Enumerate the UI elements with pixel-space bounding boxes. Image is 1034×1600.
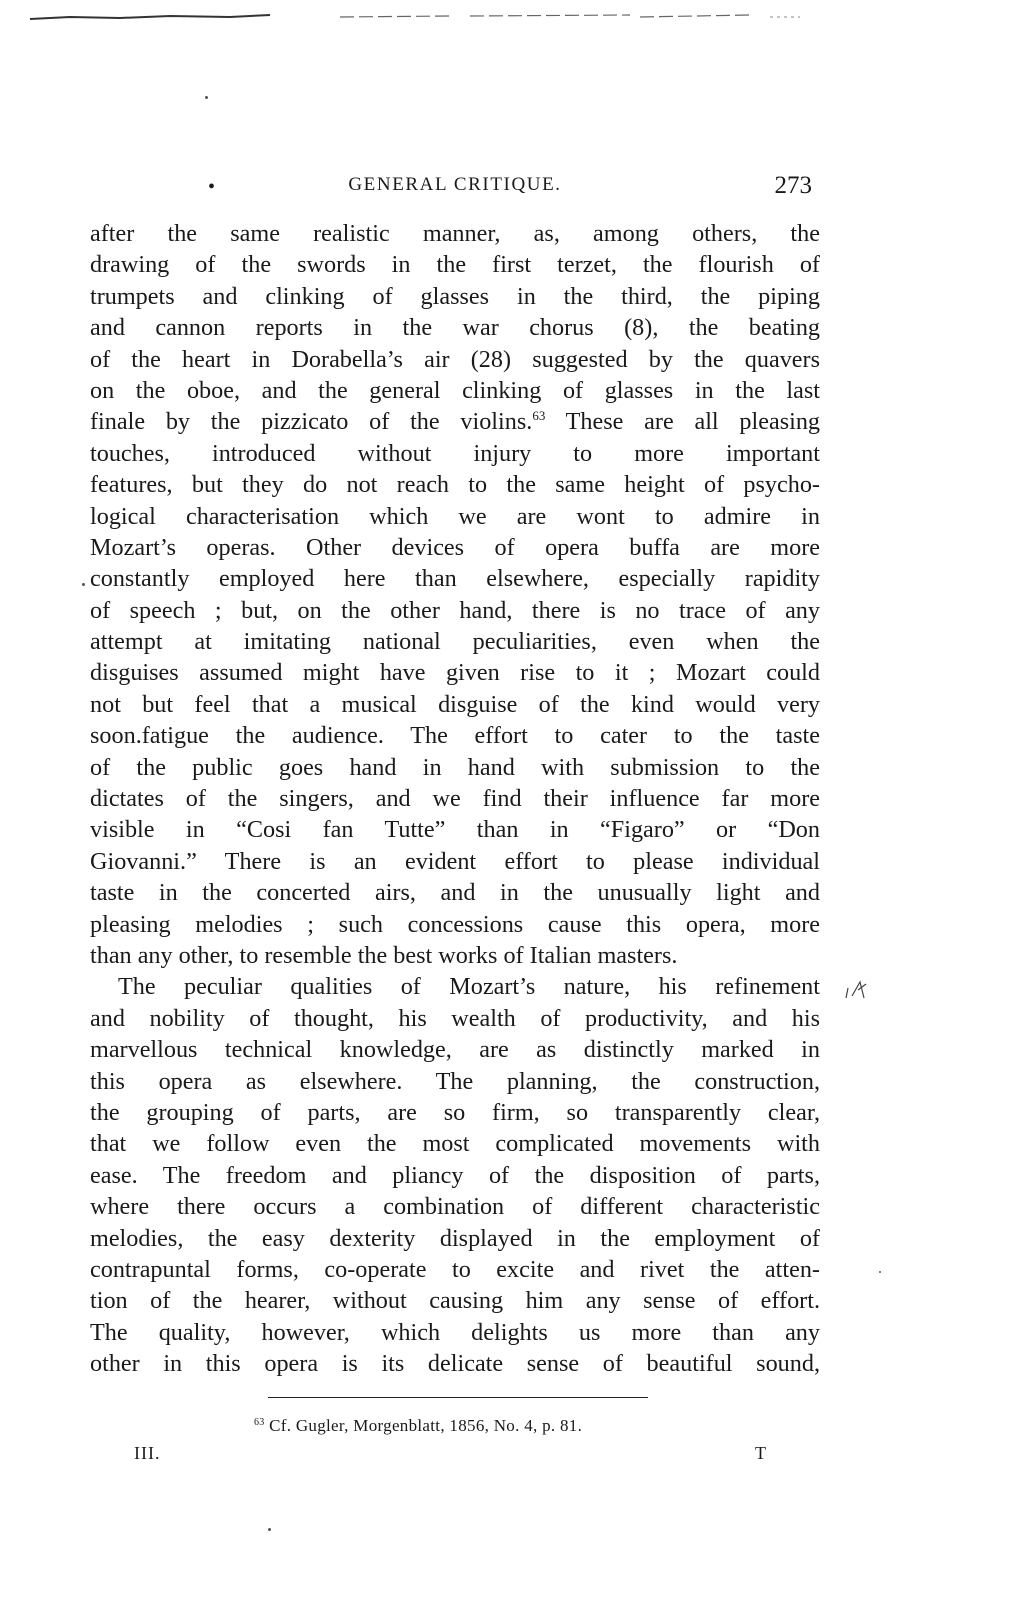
text-line: of the public goes hand in hand with submission to the: [90, 753, 820, 781]
text-line: touches, introduced without injury to more important: [90, 439, 820, 467]
page-number: 273: [774, 172, 812, 199]
text-line: of speech ; but, on the other hand, there is no trace of any: [90, 596, 820, 624]
text-line: melodies, the easy dexterity displayed in the employment of: [90, 1224, 820, 1252]
text-line: tion of the hearer, without causing him any sense of effort.: [90, 1287, 820, 1315]
text-line: of the heart in Dorabella’s air (28) suggested by the quavers: [90, 345, 820, 373]
text-line: other in this opera is its delicate sense of beautiful sound,: [90, 1350, 820, 1378]
text-line: visible in “Cosi fan Tutte” than in “Figaro” or “Don: [90, 816, 820, 844]
text-line: marvellous technical knowledge, are as distinctly marked in: [90, 1036, 820, 1064]
text-line: taste in the concerted airs, and in the unusually light and: [90, 879, 820, 907]
text-line: pleasing melodies ; such concessions cause this opera, more: [90, 910, 820, 938]
footnote-text: Cf. Gugler, Morgenblatt, 1856, No. 4, p. 81.: [264, 1416, 583, 1435]
text-line: drawing of the swords in the first terzet, the flourish of: [90, 251, 820, 279]
footnote: [254, 1416, 582, 1436]
footnote-divider: [268, 1397, 648, 1398]
text-line: ease. The freedom and pliancy of the disposition of parts,: [90, 1161, 820, 1189]
text-line: and nobility of thought, his wealth of productivity, and his: [90, 1004, 820, 1032]
text-line: features, but they do not reach to the same height of psycho-: [90, 471, 820, 499]
text-line: dictates of the singers, and we find their influence far more: [90, 785, 820, 813]
footnote-reference: 63: [532, 408, 546, 424]
text-line: Giovanni.” There is an evident effort to please individual: [90, 847, 820, 875]
body-text: [90, 218, 820, 1379]
text-line: logical characterisation which we are wont to admire in: [90, 502, 820, 530]
text-line: Mozart’s operas. Other devices of opera buffa are more: [90, 533, 820, 561]
header-dot: •: [208, 176, 216, 198]
text-line: after the same realistic manner, as, among others, the: [90, 220, 820, 247]
text-line: where there occurs a combination of different characteristic: [90, 1193, 820, 1221]
text-line-tail: These are all pleasing: [545, 408, 821, 436]
text-line: that we follow even the most complicated movements with: [90, 1130, 820, 1158]
scan-speck: [879, 1271, 881, 1273]
text-line: The quality, however, which delights us more than any: [90, 1318, 820, 1346]
running-title: GENERAL CRITIQUE.: [348, 174, 562, 195]
paragraph-last-line: than any other, to resemble the best works of Italian masters.: [90, 941, 678, 969]
scan-speck: [82, 583, 85, 586]
text-line: soon.fatigue the audience. The effort to cater to the taste: [90, 722, 820, 750]
text-line: disguises assumed might have given rise to it ; Mozart could: [90, 659, 820, 687]
scan-edge-artifact: [30, 12, 800, 22]
volume-mark: III.: [134, 1443, 161, 1463]
text-line: on the oboe, and the general clinking of glasses in the last: [90, 376, 820, 404]
footnote-number: 63: [254, 1417, 265, 1428]
text-line: the grouping of parts, are so firm, so transparently clear,: [90, 1098, 820, 1126]
text-line: contrapuntal forms, co-operate to excite and rivet the atten-: [90, 1255, 820, 1283]
page-signature: [0, 1443, 1034, 1473]
text-line-start: finale by the pizzicato of the violins.: [90, 408, 533, 436]
text-line: attempt at imitating national peculiarities, even when the: [90, 628, 820, 656]
text-line: trumpets and clinking of glasses in the third, the piping: [90, 282, 820, 310]
text-line: and cannon reports in the war chorus (8), the beating: [90, 314, 820, 342]
page-header: [90, 172, 820, 202]
signature-letter: T: [755, 1443, 766, 1463]
text-line: not but feel that a musical disguise of the kind would very: [90, 690, 820, 718]
scan-speck: [205, 96, 208, 99]
text-line: this opera as elsewhere. The planning, the construction,: [90, 1067, 820, 1095]
handwritten-margin-mark: [842, 976, 882, 1004]
scan-speck: [268, 1528, 271, 1531]
text-line-with-footnote-ref: [90, 406, 820, 437]
text-line: constantly employed here than elsewhere, especially rapidity: [90, 565, 820, 593]
paragraph-first-line: The peculiar qualities of Mozart’s nature, his refinement: [118, 973, 820, 1001]
